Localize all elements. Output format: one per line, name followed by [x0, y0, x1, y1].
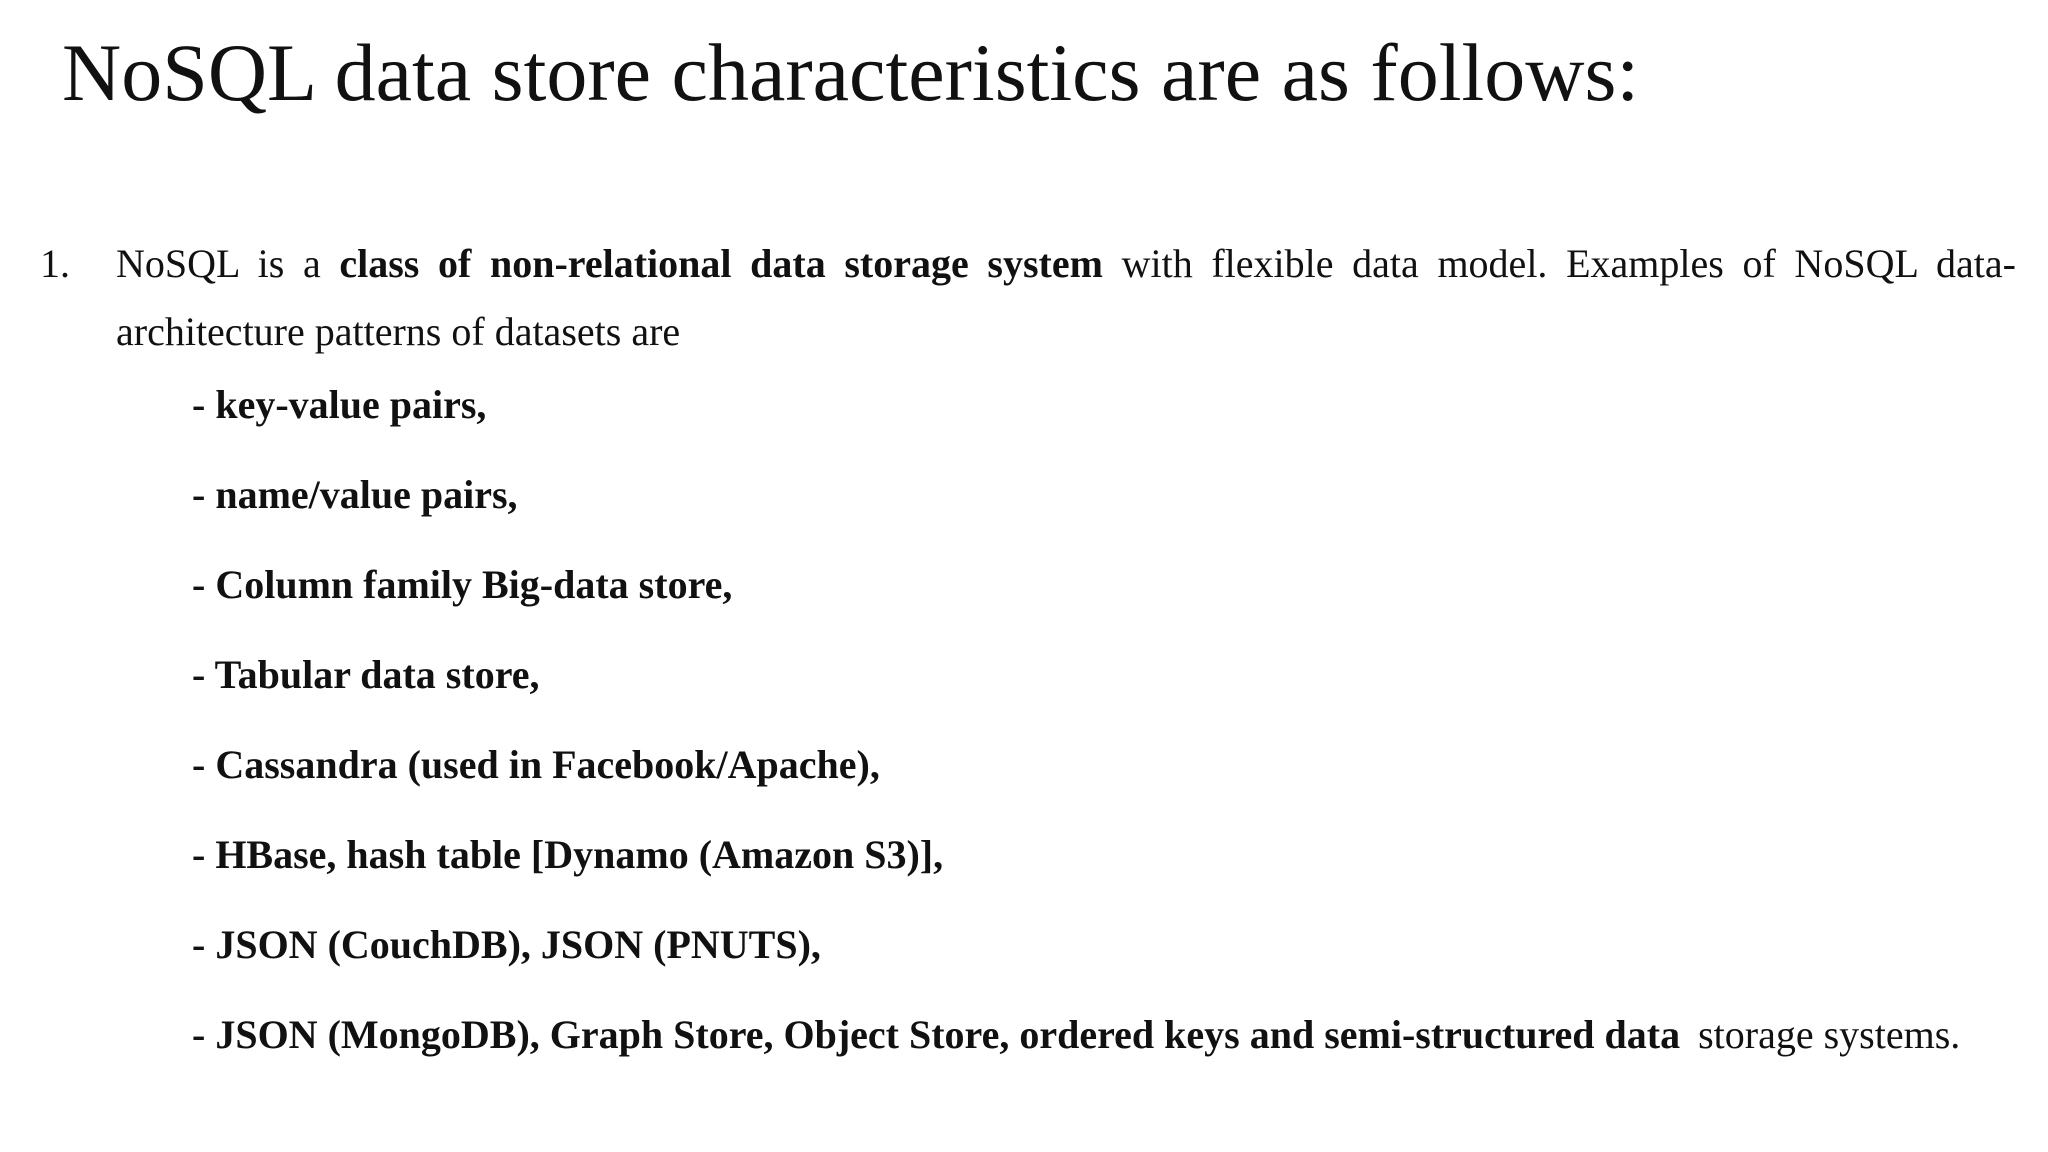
point-text-end: with flexible data model. Examples of NoSQL data-architecture patterns of datasets are — [116, 241, 2016, 354]
pattern-item — [192, 1010, 1960, 1100]
pattern-list — [192, 380, 1960, 1100]
pattern-label: - Tabular data store, — [192, 652, 540, 697]
pattern-item — [192, 740, 1960, 830]
pattern-label: - JSON (MongoDB), Graph Store, Object Store, ordered keys and semi-structured data — [192, 1012, 1681, 1057]
pattern-label: - Column family Big-data store, — [192, 562, 733, 607]
pattern-item — [192, 470, 1960, 560]
slide-title: NoSQL data store characteristics are as follows: — [62, 27, 1640, 118]
pattern-label: - HBase, hash table [Dynamo (Amazon S3)], — [192, 832, 944, 877]
point-text-bold: class of non-relational data storage system — [339, 241, 1103, 286]
pattern-item — [192, 650, 1960, 740]
point-text-start: NoSQL is a — [116, 241, 340, 286]
list-number: 1. — [40, 241, 70, 286]
point-text — [116, 230, 2016, 366]
pattern-item — [192, 920, 1960, 1010]
pattern-trailing-text: storage systems. — [1698, 1012, 1961, 1057]
pattern-label: - JSON (CouchDB), JSON (PNUTS), — [192, 922, 821, 967]
pattern-label: - key-value pairs, — [192, 382, 487, 427]
pattern-item — [192, 830, 1960, 920]
pattern-label: - Cassandra (used in Facebook/Apache), — [192, 742, 880, 787]
pattern-item — [192, 380, 1960, 470]
pattern-label: - name/value pairs, — [192, 472, 518, 517]
pattern-item — [192, 560, 1960, 650]
